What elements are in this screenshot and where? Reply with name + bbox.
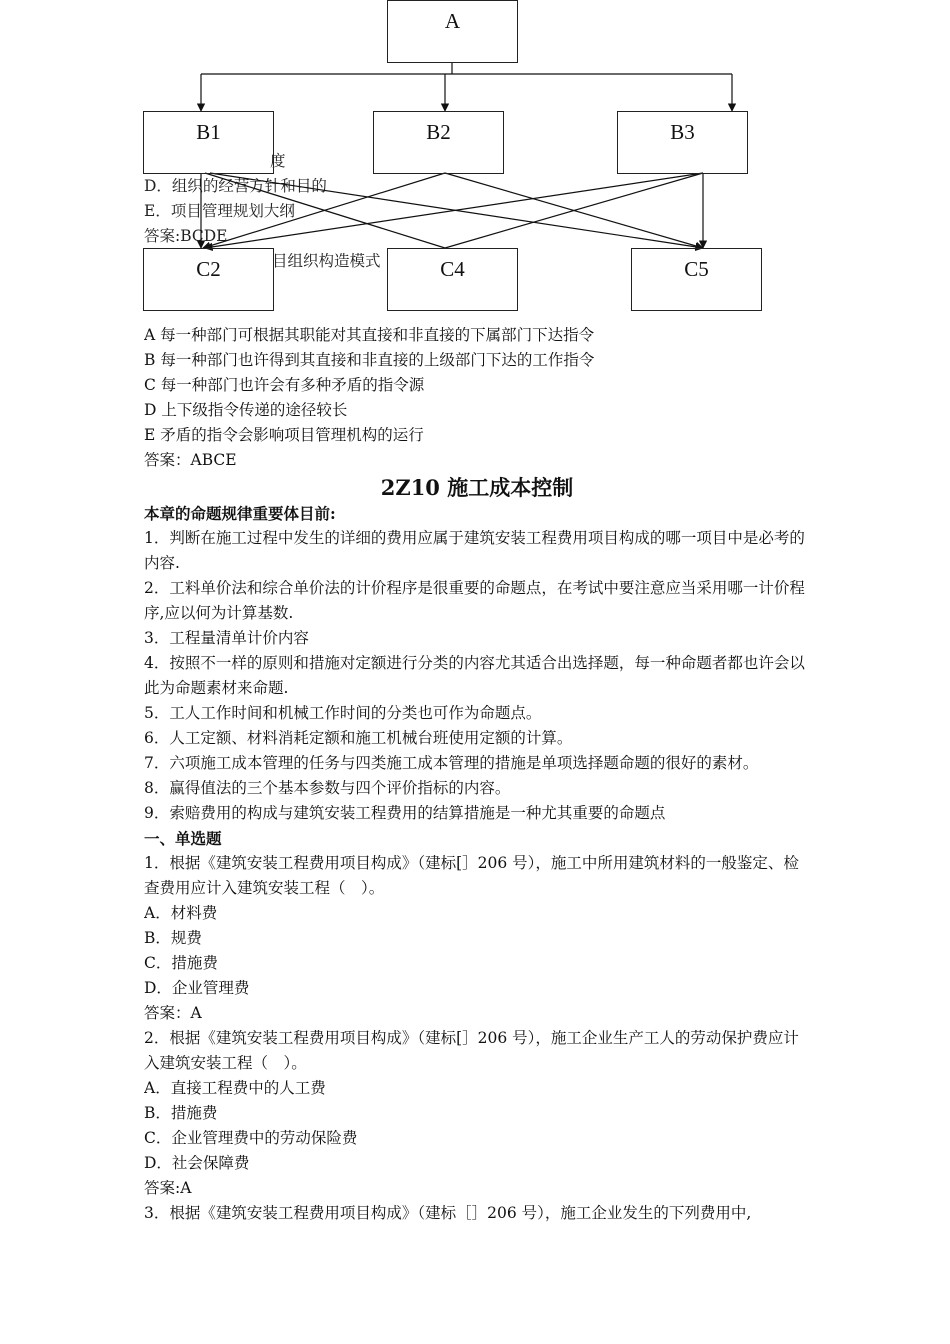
node-b1: B1: [143, 111, 274, 174]
document-body: [144, 323, 810, 1226]
answer-line: 答案：ABCE: [144, 451, 237, 469]
option-line: E 矛盾的指令会影响项目管理机构的运行: [144, 426, 424, 444]
section-title: 2Z10 施工成本控制: [380, 475, 574, 500]
rule-item: 7．六项施工成本管理的任务与四类施工成本管理的措施是单项选择题命题的很好的素材。: [144, 754, 759, 772]
node-a: A: [387, 0, 518, 63]
node-c2: C2: [143, 248, 274, 311]
question-option: B．规费: [144, 929, 202, 947]
rule-item: 8．赢得值法的三个基本参数与四个评价指标的内容。: [144, 779, 511, 797]
node-b2: B2: [373, 111, 504, 174]
answer-line: 答案:A: [144, 1179, 192, 1197]
answer-line: 答案：A: [144, 1004, 202, 1022]
question-option: C．措施费: [144, 954, 218, 972]
rule-item: 1．判断在施工过程中发生的详细的费用应属于建筑安装工程费用项目构成的哪一项目中是必考的内容.: [144, 529, 805, 572]
option-line: B 每一种部门也许得到其直接和非直接的上级部门下达的工作指令: [144, 351, 595, 369]
node-b3: B3: [617, 111, 748, 174]
question-stem: 2．根据《建筑安装工程费用项目构成》（建标[］206 号），施工企业生产工人的劳动保护费应计入建筑安装工程（ ）。: [144, 1029, 799, 1072]
bleed-text: 答案:BCDE: [144, 227, 228, 245]
rule-item: 6．人工定额、材料消耗定额和施工机械台班使用定额的计算。: [144, 729, 573, 747]
rule-item: 5．工人工作时间和机械工作时间的分类也可作为命题点。: [144, 704, 542, 722]
option-line: D 上下级指令传递的途径较长: [144, 401, 348, 419]
rules-heading: 本章的命题规律重要体目前:: [144, 504, 336, 523]
node-c4: C4: [387, 248, 518, 311]
question-option: A．直接工程费中的人工费: [144, 1079, 326, 1097]
rule-item: 4．按照不一样的原则和措施对定额进行分类的内容尤其适合出选择题，每一种命题者都也许会以此为命题素材来命题.: [144, 654, 805, 697]
node-c5: C5: [631, 248, 762, 311]
question-stem: 3．根据《建筑安装工程费用项目构成》（建标［］206 号），施工企业发生的下列费用中,: [144, 1204, 752, 1222]
option-line: A 每一种部门可根据其职能对其直接和非直接的下属部门下达指令: [144, 326, 595, 344]
question-option: D．社会保障费: [144, 1154, 250, 1172]
rule-item: 9．索赔费用的构成与建筑安装工程费用的结算措施是一种尤其重要的命题点: [144, 804, 666, 822]
rule-item: 2．工料单价法和综合单价法的计价程序是很重要的命题点，在考试中要注意应当采用哪一计价程序,应以何为计算基数.: [144, 579, 805, 622]
bleed-text: E．项目管理规划大纲: [144, 202, 295, 220]
single-choice-heading: 一、单选题: [144, 829, 222, 848]
option-line: C 每一种部门也许会有多种矛盾的指令源: [144, 376, 425, 394]
rule-item: 3．工程量清单计价内容: [144, 629, 309, 647]
question-option: D．企业管理费: [144, 979, 250, 997]
question-option: A．材料费: [144, 904, 218, 922]
bleed-text: D．组织的经营方针和目的: [144, 177, 327, 195]
bleed-text: 目组织构造模式: [272, 252, 381, 270]
bleed-text: 度: [270, 152, 286, 170]
question-stem: 1．根据《建筑安装工程费用项目构成》（建标[］206 号），施工中所用建筑材料的一般鉴定、检查费用应计入建筑安装工程（ ）。: [144, 854, 799, 897]
org-structure-diagram: [0, 0, 950, 320]
question-option: C．企业管理费中的劳动保险费: [144, 1129, 358, 1147]
question-option: B．措施费: [144, 1104, 218, 1122]
